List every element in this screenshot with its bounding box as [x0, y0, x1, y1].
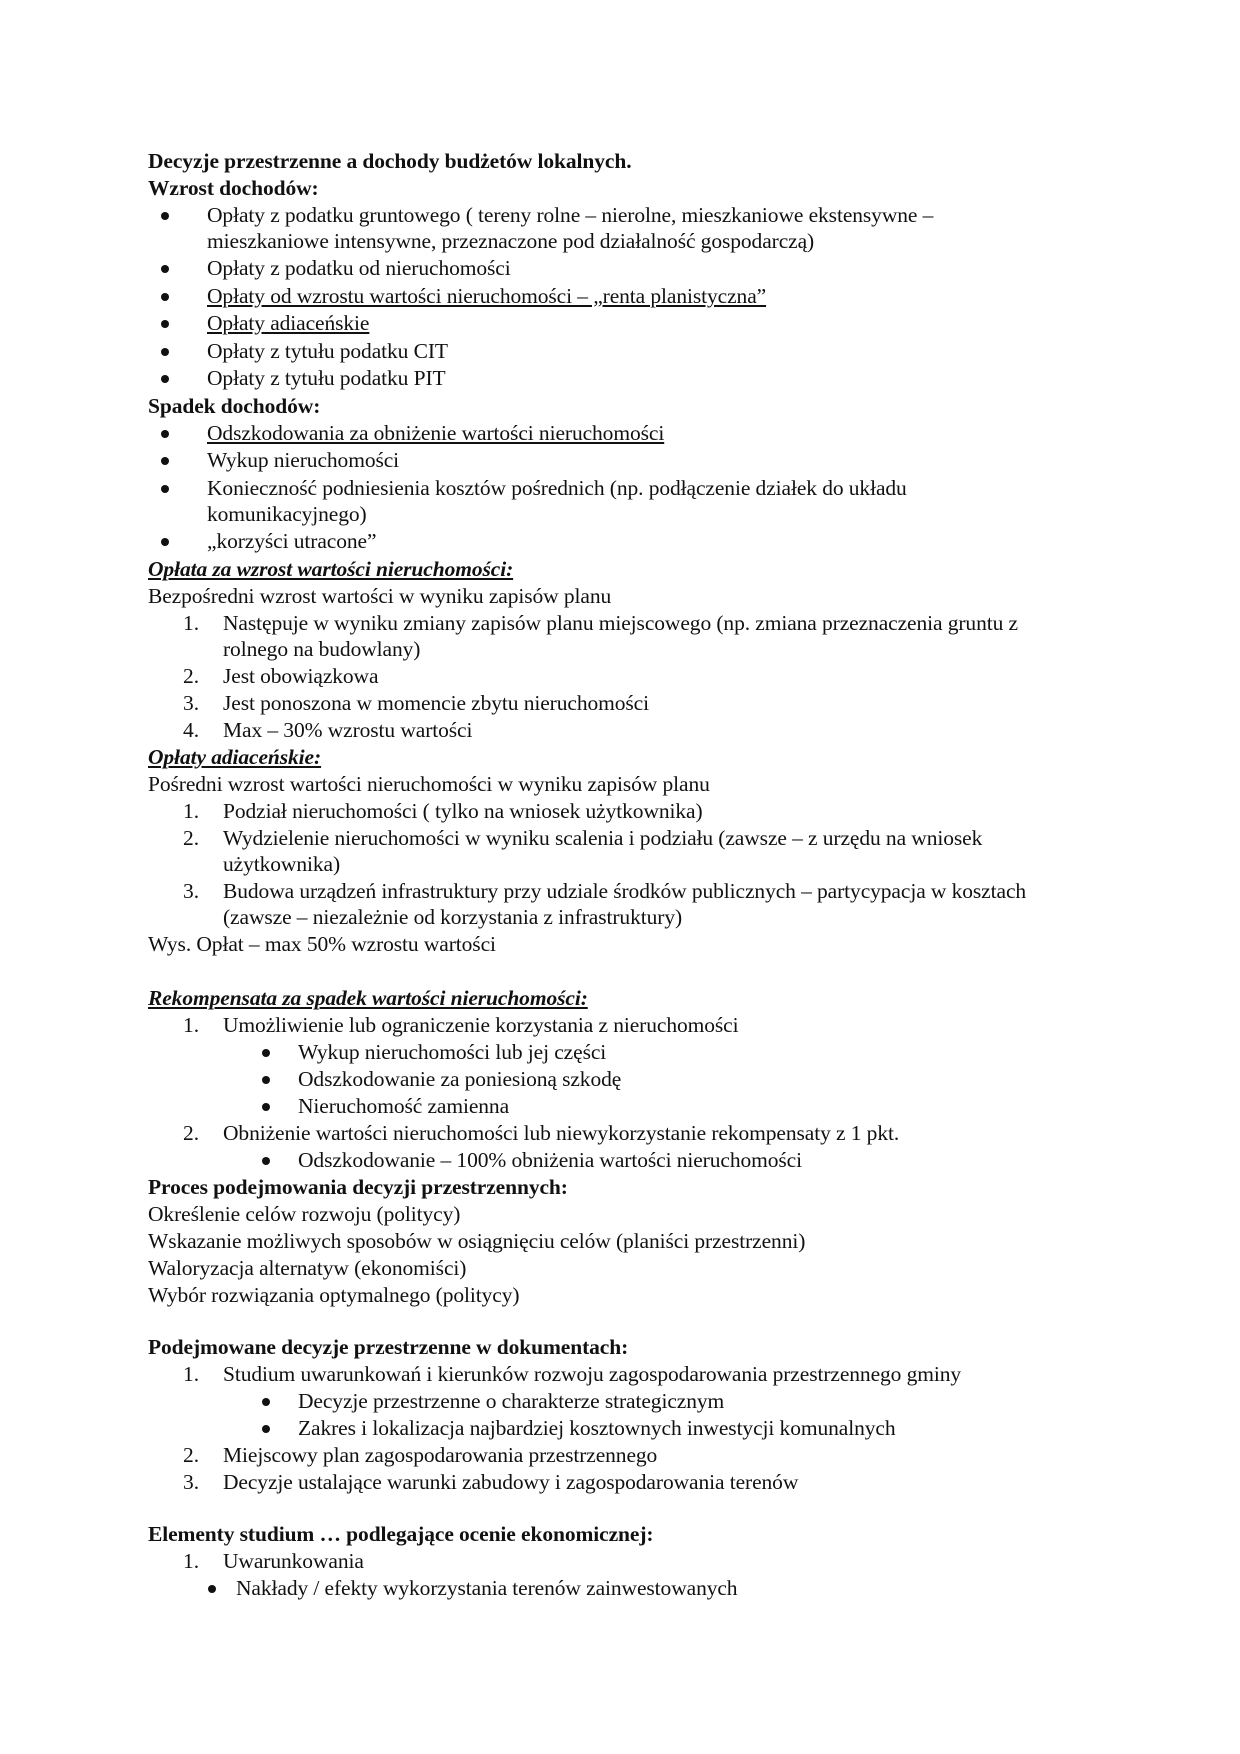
section-heading-elementy: Elementy studium … podlegające ocenie ekonomicznej: — [148, 1522, 654, 1546]
list-item: Studium uwarunkowań i kierunków rozwoju zagospodarowania przestrzennego gminy — [223, 1362, 962, 1386]
list-item: Umożliwienie lub ograniczenie korzystania z nieruchomości — [223, 1013, 739, 1037]
paragraph-line: Określenie celów rozwoju (politycy) — [148, 1202, 461, 1226]
list-item: Konieczność podniesienia kosztów pośrednich (np. podłączenie działek do układu — [207, 476, 907, 500]
list-item: Wykup nieruchomości — [207, 448, 400, 472]
list-number: 1. — [183, 1362, 200, 1386]
list-number: 2. — [183, 664, 200, 688]
bullet — [262, 1049, 270, 1057]
sub-list-item: Wykup nieruchomości lub jej części — [298, 1040, 607, 1064]
list-number: 2. — [183, 1121, 200, 1145]
list-number: 2. — [183, 826, 200, 850]
bullet — [161, 348, 169, 356]
list-item: Odszkodowania za obniżenie wartości nieruchomości — [207, 421, 665, 445]
bullet — [161, 293, 169, 301]
sub-list-item: Decyzje przestrzenne o charakterze strategicznym — [298, 1389, 725, 1413]
section-heading-rekompensata: Rekompensata za spadek wartości nieruchomości: — [148, 986, 588, 1010]
list-number: 1. — [183, 611, 200, 635]
bullet — [208, 1585, 216, 1593]
sub-list-item: Odszkodowanie za poniesioną szkodę — [298, 1067, 622, 1091]
list-item-continuation: rolnego na budowlany) — [223, 637, 421, 661]
section-intro: Pośredni wzrost wartości nieruchomości w wyniku zapisów planu — [148, 772, 710, 796]
list-item: Następuje w wyniku zmiany zapisów planu miejscowego (np. zmiana przeznaczenia gruntu z — [223, 611, 1018, 635]
list-item-continuation: komunikacyjnego) — [207, 502, 367, 526]
list-item: Opłaty adiaceńskie — [207, 311, 370, 335]
list-number: 4. — [183, 718, 200, 742]
section-heading-adiacenckie: Opłaty adiaceńskie: — [148, 745, 322, 769]
section-heading-dokumenty: Podejmowane decyzje przestrzenne w dokumentach: — [148, 1335, 629, 1359]
list-item: „korzyści utracone” — [207, 529, 377, 553]
section-heading-oplata: Opłata za wzrost wartości nieruchomości: — [148, 557, 514, 581]
list-number: 3. — [183, 1470, 200, 1494]
list-number: 1. — [183, 799, 200, 823]
list-item: Opłaty z podatku gruntowego ( tereny rolne – nierolne, mieszkaniowe ekstensywne – — [207, 203, 934, 227]
list-number: 1. — [183, 1013, 200, 1037]
list-item: Opłaty od wzrostu wartości nieruchomości – „renta planistyczna” — [207, 284, 767, 308]
list-item: Opłaty z tytułu podatku CIT — [207, 339, 448, 363]
section-heading-wzrost: Wzrost dochodów: — [148, 176, 319, 200]
paragraph-line: Wybór rozwiązania optymalnego (politycy) — [148, 1283, 520, 1307]
bullet — [161, 430, 169, 438]
bullet — [161, 320, 169, 328]
list-item-continuation: mieszkaniowe intensywne, przeznaczone pod działalność gospodarczą) — [207, 229, 815, 253]
section-heading-spadek: Spadek dochodów: — [148, 394, 321, 418]
section-intro: Bezpośredni wzrost wartości w wyniku zapisów planu — [148, 584, 612, 608]
bullet — [161, 265, 169, 273]
list-item: Budowa urządzeń infrastruktury przy udziale środków publicznych – partycypacja w kosztach — [223, 879, 1027, 903]
list-item: Jest obowiązkowa — [223, 664, 379, 688]
paragraph-line: Waloryzacja alternatyw (ekonomiści) — [148, 1256, 467, 1280]
bullet — [262, 1425, 270, 1433]
list-number: 1. — [183, 1549, 200, 1573]
paragraph-line: Wskazanie możliwych sposobów w osiągnięciu celów (planiści przestrzenni) — [148, 1229, 806, 1253]
list-item: Obniżenie wartości nieruchomości lub niewykorzystanie rekompensaty z 1 pkt. — [223, 1121, 900, 1145]
list-item: Opłaty z podatku od nieruchomości — [207, 256, 511, 280]
list-item: Podział nieruchomości ( tylko na wniosek użytkownika) — [223, 799, 703, 823]
list-item: Jest ponoszona w momencie zbytu nieruchomości — [223, 691, 649, 715]
bullet — [161, 485, 169, 493]
sub-list-item: Nieruchomość zamienna — [298, 1094, 510, 1118]
document-title: Decyzje przestrzenne a dochody budżetów lokalnych. — [148, 149, 632, 173]
sub-list-item: Nakłady / efekty wykorzystania terenów zainwestowanych — [236, 1576, 738, 1600]
bullet — [161, 457, 169, 465]
list-item: Uwarunkowania — [223, 1549, 364, 1573]
bullet — [262, 1398, 270, 1406]
list-item: Miejscowy plan zagospodarowania przestrzennego — [223, 1443, 658, 1467]
section-footer: Wys. Opłat – max 50% wzrostu wartości — [148, 932, 496, 956]
list-item: Max – 30% wzrostu wartości — [223, 718, 473, 742]
list-number: 3. — [183, 879, 200, 903]
bullet — [262, 1076, 270, 1084]
bullet — [262, 1157, 270, 1165]
list-number: 3. — [183, 691, 200, 715]
list-item-continuation: użytkownika) — [223, 852, 341, 876]
bullet — [161, 538, 169, 546]
sub-list-item: Zakres i lokalizacja najbardziej kosztownych inwestycji komunalnych — [298, 1416, 896, 1440]
list-item: Decyzje ustalające warunki zabudowy i zagospodarowania terenów — [223, 1470, 799, 1494]
bullet — [161, 212, 169, 220]
sub-list-item: Odszkodowanie – 100% obniżenia wartości nieruchomości — [298, 1148, 802, 1172]
list-item-continuation: (zawsze – niezależnie od korzystania z infrastruktury) — [223, 905, 683, 929]
list-number: 2. — [183, 1443, 200, 1467]
list-item: Opłaty z tytułu podatku PIT — [207, 366, 446, 390]
bullet — [262, 1103, 270, 1111]
list-item: Wydzielenie nieruchomości w wyniku scalenia i podziału (zawsze – z urzędu na wniosek — [223, 826, 983, 850]
bullet — [161, 375, 169, 383]
section-heading-proces: Proces podejmowania decyzji przestrzennych: — [148, 1175, 568, 1199]
